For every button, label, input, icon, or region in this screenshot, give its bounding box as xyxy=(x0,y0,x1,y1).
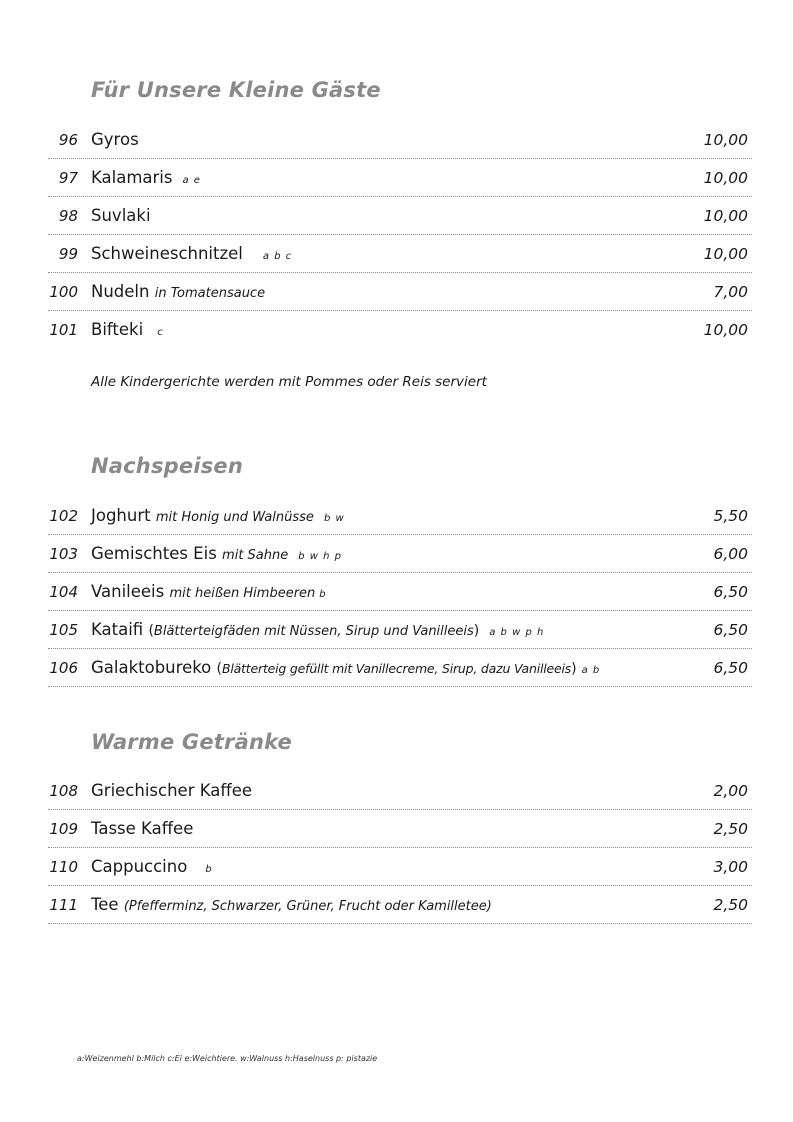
menu-item xyxy=(48,311,752,349)
menu-item xyxy=(48,121,752,159)
item-number: 109 xyxy=(49,820,78,838)
item-price: 5,50 xyxy=(713,507,748,525)
menu-item xyxy=(48,848,752,886)
menu-item xyxy=(48,159,752,197)
item-price: 6,50 xyxy=(713,659,748,677)
menu-item xyxy=(48,197,752,235)
item-name: Galaktobureko (Blätterteig gefüllt mit Vanillecreme, Sirup, dazu Vanilleeis) a b xyxy=(91,658,601,677)
item-name: Tee (Pfefferminz, Schwarzer, Grüner, Frucht oder Kamilletee) xyxy=(91,895,492,914)
item-number: 97 xyxy=(58,169,78,187)
item-description: mit Honig und Walnüsse xyxy=(155,510,314,525)
item-name: Vanileeis mit heißen Himbeeren b xyxy=(91,582,327,601)
menu-item xyxy=(48,497,752,535)
allergen-codes: b xyxy=(205,864,213,875)
item-description: in Tomatensauce xyxy=(154,286,266,301)
item-number: 110 xyxy=(49,858,78,876)
item-number: 98 xyxy=(58,207,78,225)
menu-item xyxy=(48,273,752,311)
item-name: Joghurt mit Honig und Walnüsse b w xyxy=(91,506,345,525)
item-price: 3,00 xyxy=(713,858,748,876)
item-description: mit heißen Himbeeren xyxy=(169,586,316,601)
item-name: Griechischer Kaffee xyxy=(91,781,253,800)
item-number: 104 xyxy=(49,583,78,601)
item-number: 106 xyxy=(49,659,78,677)
item-price: 6,50 xyxy=(713,583,748,601)
kids-menu-list xyxy=(48,121,752,349)
menu-item xyxy=(48,573,752,611)
allergen-legend: a:Weizenmehl b:Milch c:Ei e:Weichtiere. w:Walnuss h:Haselnuss p: pistazie xyxy=(77,1054,378,1063)
allergen-codes: a b xyxy=(581,665,601,676)
item-price: 2,00 xyxy=(713,782,748,800)
item-price: 10,00 xyxy=(703,321,748,339)
menu-item xyxy=(48,611,752,649)
item-number: 102 xyxy=(49,507,78,525)
allergen-codes: a b c xyxy=(262,251,293,262)
item-number: 105 xyxy=(49,621,78,639)
allergen-codes: b w xyxy=(323,513,345,524)
item-name: Nudeln in Tomatensauce xyxy=(91,282,266,301)
section-title-hot-drinks: Warme Getränke xyxy=(91,730,292,754)
item-number: 96 xyxy=(58,131,78,149)
allergen-codes: c xyxy=(157,327,164,338)
item-name: Tasse Kaffee xyxy=(91,819,194,838)
item-description: mit Sahne xyxy=(222,548,289,563)
section-title-desserts: Nachspeisen xyxy=(91,454,244,478)
item-price: 10,00 xyxy=(703,131,748,149)
item-description: Blätterteig gefüllt mit Vanillecreme, Sirup, dazu Vanilleeis xyxy=(222,661,572,676)
item-name: Cappuccino b xyxy=(91,857,213,876)
item-description: Blätterteigfäden mit Nüssen, Sirup und Vanilleeis xyxy=(153,624,474,639)
item-name: Bifteki c xyxy=(91,320,164,339)
menu-item xyxy=(48,886,752,924)
item-number: 100 xyxy=(49,283,78,301)
item-price: 6,50 xyxy=(713,621,748,639)
allergen-codes: a b w p h xyxy=(489,627,545,638)
section-title-kids: Für Unsere Kleine Gäste xyxy=(91,78,381,102)
allergen-codes: a e xyxy=(182,175,201,186)
allergen-codes: b w h p xyxy=(298,551,342,562)
item-name: Suvlaki xyxy=(91,206,151,225)
item-price: 10,00 xyxy=(703,169,748,187)
item-price: 10,00 xyxy=(703,245,748,263)
item-name: Gemischtes Eis mit Sahne b w h p xyxy=(91,544,342,563)
item-price: 2,50 xyxy=(713,896,748,914)
allergen-codes: b xyxy=(319,589,327,600)
item-price: 7,00 xyxy=(713,283,748,301)
item-number: 111 xyxy=(49,896,78,914)
item-name: Kataifi (Blätterteigfäden mit Nüssen, Sirup und Vanilleeis) a b w p h xyxy=(91,620,545,639)
item-number: 99 xyxy=(58,245,78,263)
item-number: 108 xyxy=(49,782,78,800)
hot-drinks-menu-list xyxy=(48,772,752,924)
item-number: 103 xyxy=(49,545,78,563)
menu-item xyxy=(48,535,752,573)
menu-item xyxy=(48,772,752,810)
item-name: Gyros xyxy=(91,130,139,149)
item-price: 2,50 xyxy=(713,820,748,838)
desserts-menu-list xyxy=(48,497,752,687)
item-number: 101 xyxy=(49,321,78,339)
menu-item xyxy=(48,235,752,273)
item-price: 6,00 xyxy=(713,545,748,563)
kids-menu-note: Alle Kindergerichte werden mit Pommes oder Reis serviert xyxy=(91,374,487,390)
item-price: 10,00 xyxy=(703,207,748,225)
item-description: (Pfefferminz, Schwarzer, Grüner, Frucht oder Kamilletee) xyxy=(123,899,492,914)
item-name: Schweineschnitzel a b c xyxy=(91,244,293,263)
menu-item xyxy=(48,649,752,687)
menu-item xyxy=(48,810,752,848)
item-name: Kalamaris a e xyxy=(91,168,201,187)
